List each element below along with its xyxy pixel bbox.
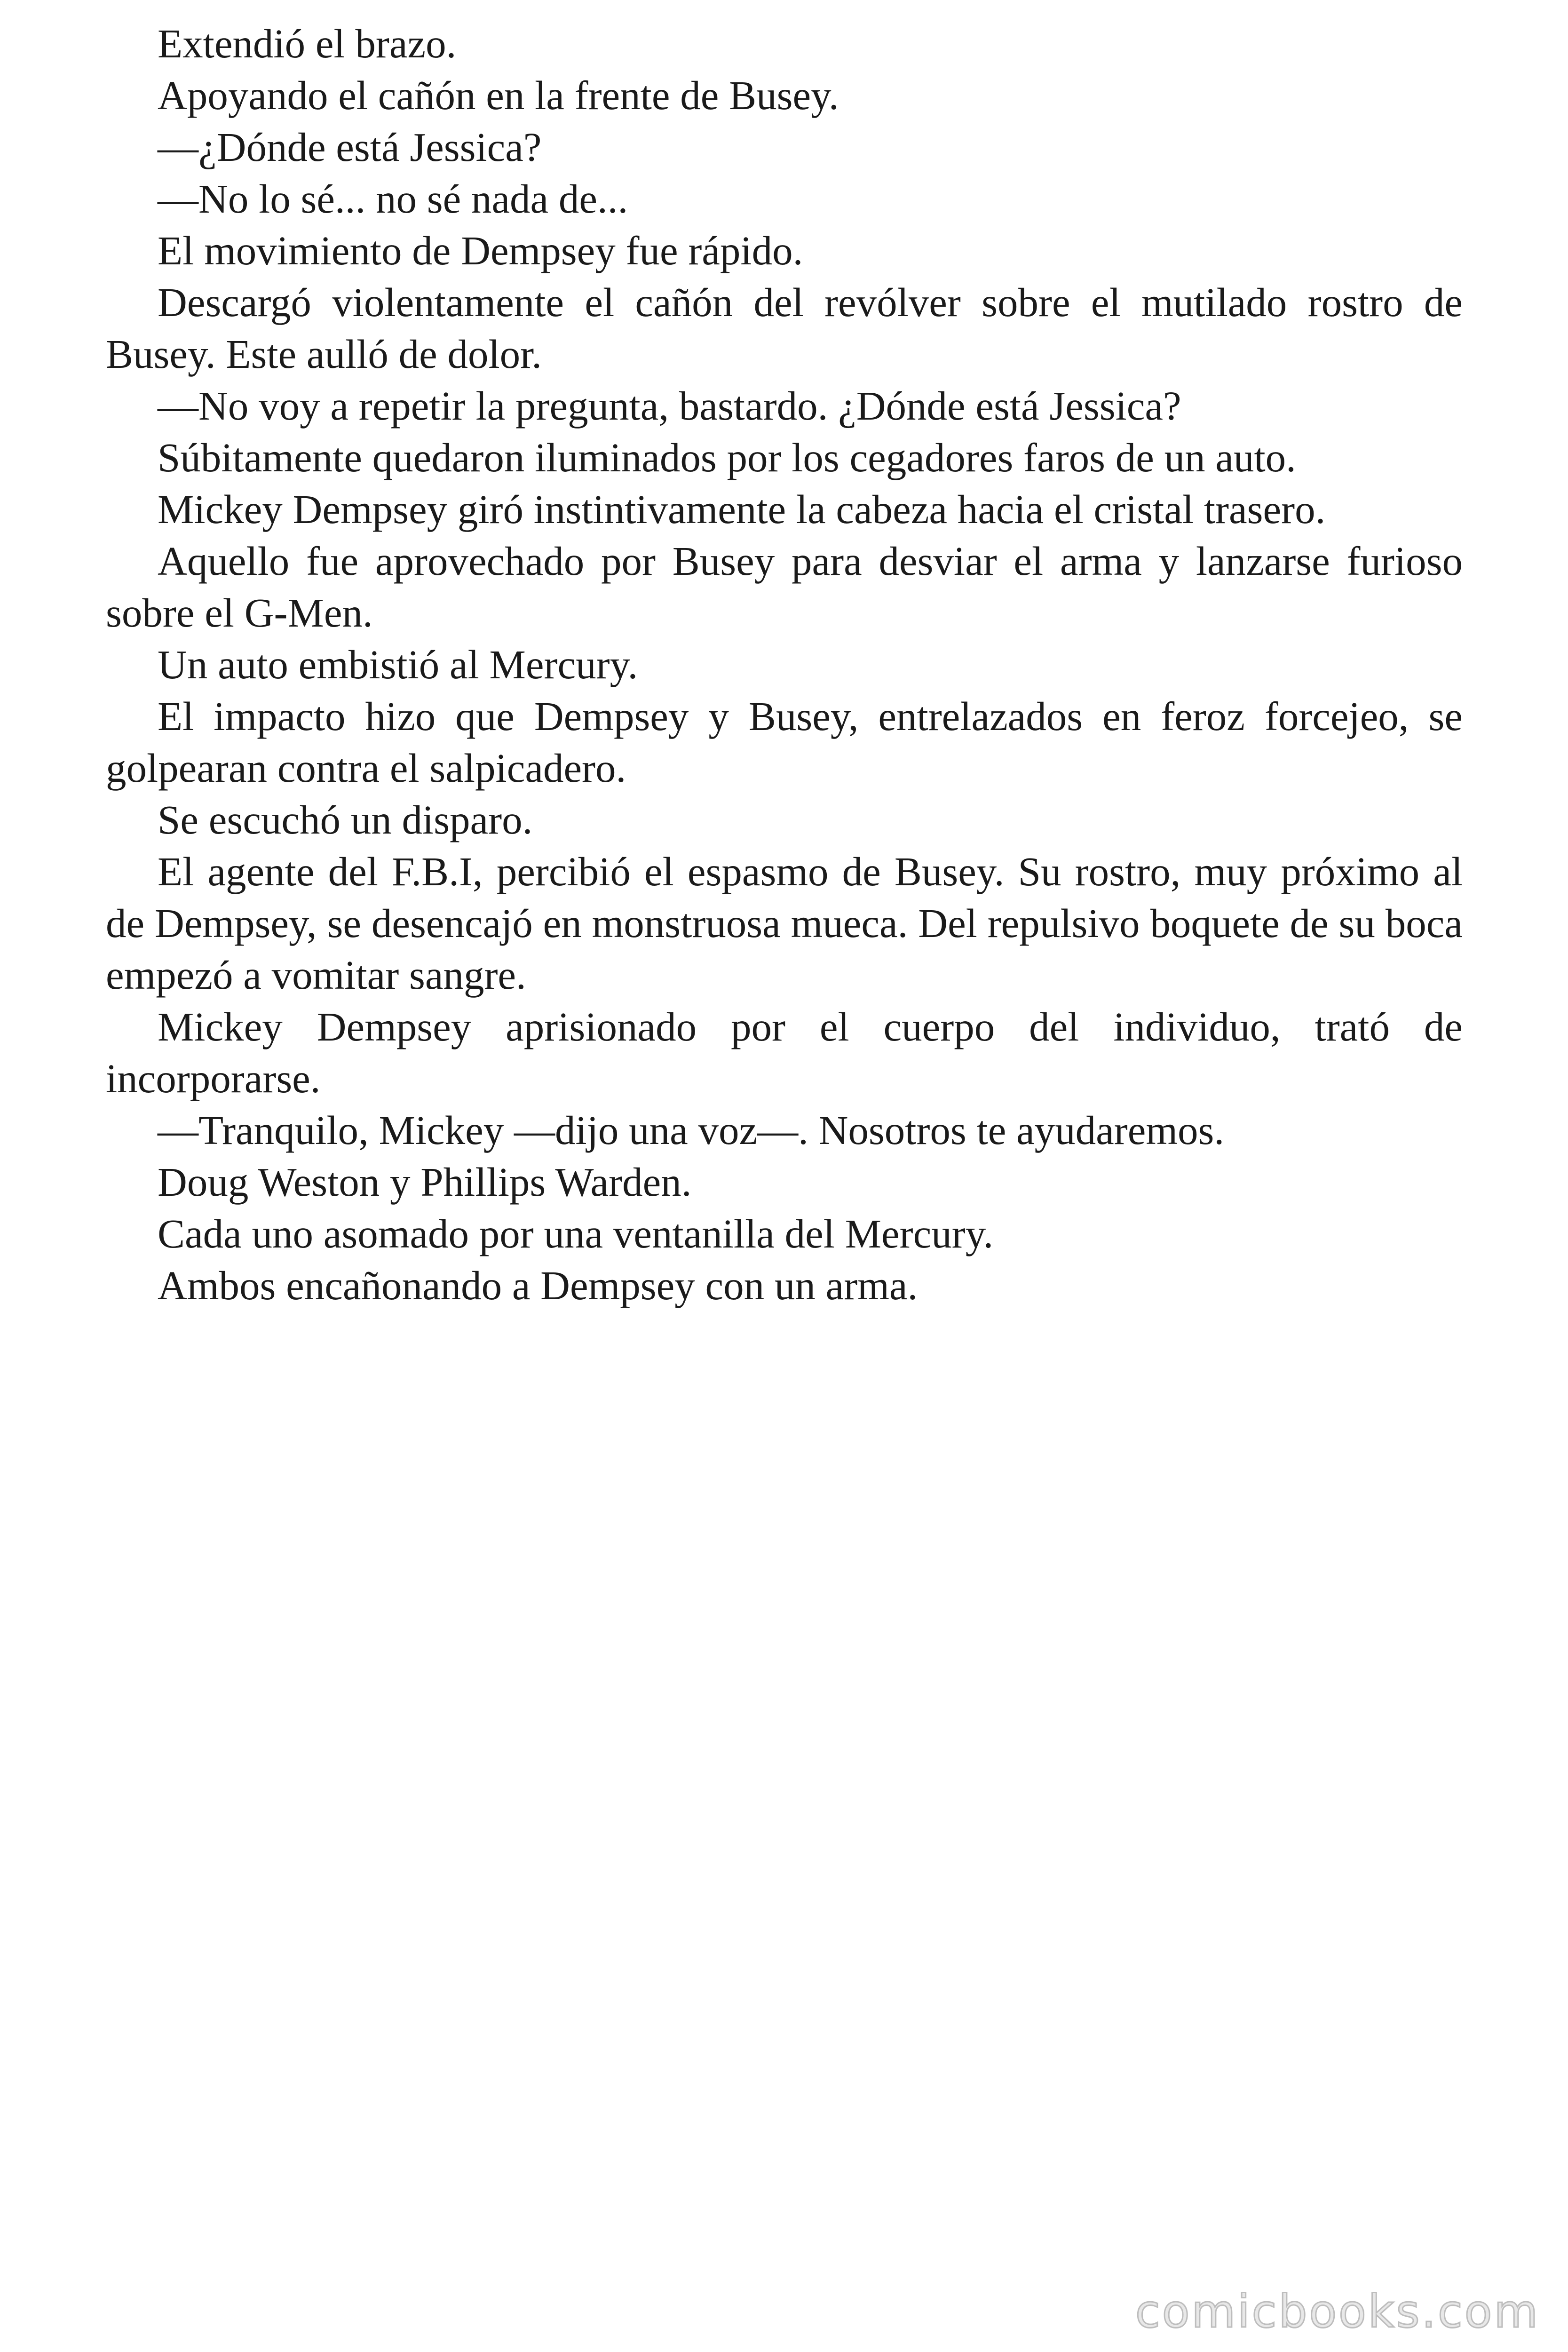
paragraph: Descargó violentamente el cañón del revólver sobre el mutilado rostro de Busey. Este aulló de dolor. [106,279,1463,377]
watermark: comicbooks.com [1135,2285,1540,2338]
paragraph: El impacto hizo que Dempsey y Busey, entrelazados en feroz forcejeo, se golpearan contra el salpicadero. [106,693,1463,791]
paragraph: —No voy a repetir la pregunta, bastardo. ¿Dónde está Jessica? [158,383,1181,429]
paragraph: Cada uno asomado por una ventanilla del Mercury. [158,1211,994,1256]
paragraph: Aquello fue aprovechado por Busey para desviar el arma y lanzarse furioso sobre el G-Men. [106,538,1463,636]
story-text [106,18,1463,1311]
paragraph: —No lo sé... no sé nada de... [158,176,628,222]
paragraph: Doug Weston y Phillips Warden. [158,1159,692,1205]
paragraph: Un auto embistió al Mercury. [158,642,638,687]
paragraph: El agente del F.B.I, percibió el espasmo de Busey. Su rostro, muy próximo al de Dempsey, se desencajó en monstruosa mueca. Del repulsivo boquete de su boca empezó a vomitar sangre. [106,849,1463,998]
paragraph: Extendió el brazo. [158,21,457,66]
paragraph: —Tranquilo, Mickey —dijo una voz—. Nosotros te ayudaremos. [158,1107,1225,1153]
paragraph: Mickey Dempsey giró instintivamente la cabeza hacia el cristal trasero. [158,486,1326,532]
paragraph: Se escuchó un disparo. [158,797,533,842]
paragraph: Mickey Dempsey aprisionado por el cuerpo del individuo, trató de incorporarse. [106,1004,1463,1101]
paragraph: Súbitamente quedaron iluminados por los cegadores faros de un auto. [158,435,1296,480]
paragraph: El movimiento de Dempsey fue rápido. [158,228,803,273]
paragraph: —¿Dónde está Jessica? [158,124,542,170]
paragraph: Ambos encañonando a Dempsey con un arma. [158,1263,918,1308]
paragraph: Apoyando el cañón en la frente de Busey. [158,72,839,118]
